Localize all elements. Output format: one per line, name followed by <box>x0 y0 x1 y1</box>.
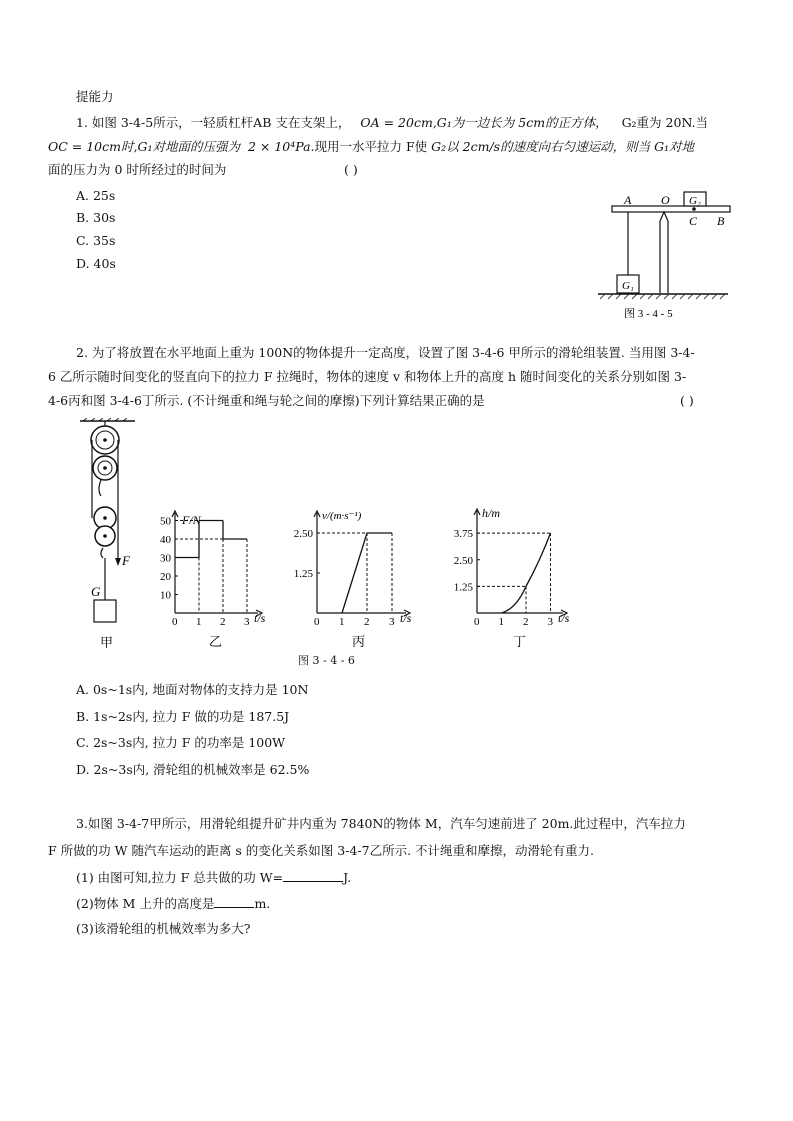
q2-line-3 <box>48 392 694 410</box>
q1-line-3 <box>48 161 358 179</box>
label-jia: 甲 <box>100 635 114 650</box>
q2-answer-bracket: ( ) <box>680 393 694 408</box>
movable-pulley-2-axle <box>103 534 107 538</box>
label-ding: 丁 <box>513 634 527 649</box>
q2-line-1: 2. 为了将放置在水平地面上重为 100N的物体提升一定高度，设置了图 3-4-6 甲所示的滑轮组装置. 当用图 3-4- <box>76 345 695 360</box>
ding-ytick-3.75: 3.75 <box>453 528 473 541</box>
bing-ytick-1.25: 1.25 <box>293 568 313 580</box>
fig-346-caption: 图 3 - 4 - 6 <box>298 654 355 667</box>
hook-1 <box>99 480 101 496</box>
ding-height-curve <box>502 533 551 613</box>
q3-sub-2 <box>76 895 270 913</box>
q1-line-1-math: OA = 20cm,G₁为一边长为 5cm的正方体， <box>360 115 608 130</box>
section-heading: 提能力 <box>76 89 114 104</box>
g1-label: G₁ <box>622 280 634 292</box>
bing-ytick-2.50: 2.50 <box>293 528 313 540</box>
ding-ylabel: h/m <box>482 506 500 520</box>
yi-xtick-3: 3 <box>244 616 250 628</box>
q1-option-d: D. 40s <box>76 256 116 271</box>
q3-blank-1[interactable] <box>283 881 343 882</box>
fixed-pulley-1-axle <box>103 438 107 442</box>
q1-line-1-text: 1. 如图 3-4-5所示，一轻质杠杆AB 支在支架上， <box>76 115 351 130</box>
movable-pulley-1-axle <box>103 516 107 520</box>
chart-height <box>445 505 580 650</box>
label-o: O <box>661 193 670 207</box>
yi-ylabel: F/N <box>182 513 201 527</box>
chart-force <box>150 505 275 650</box>
ding-xtick-1: 1 <box>498 616 504 628</box>
q3-sub-2-text: (2)物体 M 上升的高度是 <box>76 896 215 911</box>
q1-line-2 <box>48 138 694 156</box>
q2-option-c: C. 2s~3s内, 拉力 F 的功率是 100W <box>76 735 286 750</box>
bing-xtick-0: 0 <box>314 616 320 628</box>
ding-xlabel: t/s <box>558 611 570 625</box>
label-c: C <box>689 214 698 228</box>
ding-ytick-1.25: 1.25 <box>453 581 473 594</box>
label-yi: 乙 <box>209 634 223 649</box>
fig-345-caption: 图 3 - 4 - 5 <box>624 308 673 320</box>
q3-sub-2-unit: m. <box>254 896 271 911</box>
yi-xlabel: t/s <box>254 611 266 625</box>
q1-line-2-math-d: G₂以 2cm/s的速度向右匀速运动，则当 <box>431 139 651 154</box>
yi-xtick-0: 0 <box>172 616 178 628</box>
q2-option-d: D. 2s~3s内, 滑轮组的机械效率是 62.5% <box>76 762 310 777</box>
yi-ytick-10: 10 <box>160 589 171 602</box>
fixed-pulley-2-axle <box>103 466 107 470</box>
yi-xtick-2: 2 <box>220 616 226 628</box>
q3-sub-3: (3)该滑轮组的机械效率为多大? <box>76 921 251 936</box>
q1-line-1 <box>76 114 708 132</box>
bing-marks <box>317 533 392 613</box>
g2-label: G₂ <box>689 195 701 207</box>
bing-ylabel: v/(m·s⁻¹) <box>322 510 362 522</box>
yi-ytick-40: 40 <box>160 534 171 546</box>
ding-marks <box>477 533 551 613</box>
q3-blank-2[interactable] <box>214 907 254 908</box>
label-a: A <box>624 193 632 207</box>
chart-velocity <box>290 505 425 650</box>
ding-xtick-0: 0 <box>474 616 480 628</box>
q3-sub-1-text: (1) 由图可知,拉力 F 总共做的功 W= <box>76 870 284 885</box>
figure-lever <box>590 185 740 325</box>
q1-answer-bracket: ( ) <box>344 162 358 177</box>
q3-sub-1 <box>76 869 351 887</box>
q2-option-b: B. 1s~2s内, 拉力 F 做的功是 187.5J <box>76 709 290 724</box>
bing-xtick-2: 2 <box>364 616 370 628</box>
q2-line-2: 6 乙所示随时间变化的竖直向下的拉力 F 拉绳时，物体的速度 v 和物体上升的高度 h 随时间变化的关系分别如图 3- <box>48 369 687 384</box>
bing-xtick-3: 3 <box>389 616 395 628</box>
q1-option-b: B. 30s <box>76 210 116 225</box>
label-bing: 丙 <box>352 634 366 649</box>
q1-line-2-math-b: 2 × 10⁴Pa. <box>247 139 315 154</box>
yi-ticks <box>160 516 250 629</box>
q3-sub-1-unit: J. <box>343 870 352 885</box>
label-f: F <box>122 553 130 568</box>
force-arrow <box>115 558 121 566</box>
q2-option-a: A. 0s~1s内, 地面对物体的支持力是 10N <box>76 682 309 697</box>
label-g: G <box>91 584 101 599</box>
q3-line-1: 3.如图 3-4-7甲所示，用滑轮组提升矿井内重为 7840N的物体 M，汽车匀速前进了 20m.此过程中，汽车拉力 <box>76 816 686 831</box>
yi-ytick-20: 20 <box>160 571 171 583</box>
figure-pulley <box>75 418 140 653</box>
q1-line-1-end: G₂重为 20N.当 <box>621 115 709 130</box>
yi-ytick-50: 50 <box>160 515 171 528</box>
yi-marks <box>175 521 247 614</box>
fulcrum-support <box>660 212 668 293</box>
ding-ytick-2.50: 2.50 <box>453 554 473 567</box>
q1-option-c: C. 35s <box>76 233 116 248</box>
q3-line-2: F 所做的功 W 随汽车运动的距离 s 的变化关系如图 3-4-7乙所示. 不计绳重和摩擦，动滑轮有重力. <box>48 843 595 858</box>
label-b: B <box>717 214 725 228</box>
q1-option-a: A. 25s <box>76 188 116 203</box>
q1-line-3-text: 面的压力为 0 时所经过的时间为 <box>48 162 227 177</box>
bing-xlabel: t/s <box>400 611 412 625</box>
yi-ytick-30: 30 <box>160 552 171 565</box>
q1-line-2-text-c: 现用一水平拉力 F使 <box>314 139 428 154</box>
point-c <box>692 207 696 211</box>
yi-xtick-1: 1 <box>196 616 202 628</box>
ding-xtick-3: 3 <box>547 616 553 628</box>
q1-line-2-math-a: OC = 10cm时,G₁对地面的压强为 <box>48 139 240 154</box>
load-block <box>94 600 116 622</box>
q1-line-2-math-e: G₁对地 <box>654 139 695 154</box>
bing-xtick-1: 1 <box>339 616 345 628</box>
q2-line-3-text: 4-6丙和图 3-4-6丁所示. (不计绳重和绳与轮之间的摩擦)下列计算结果正确的是 <box>48 393 485 408</box>
ding-xtick-2: 2 <box>523 616 529 628</box>
hook-2 <box>101 548 103 558</box>
